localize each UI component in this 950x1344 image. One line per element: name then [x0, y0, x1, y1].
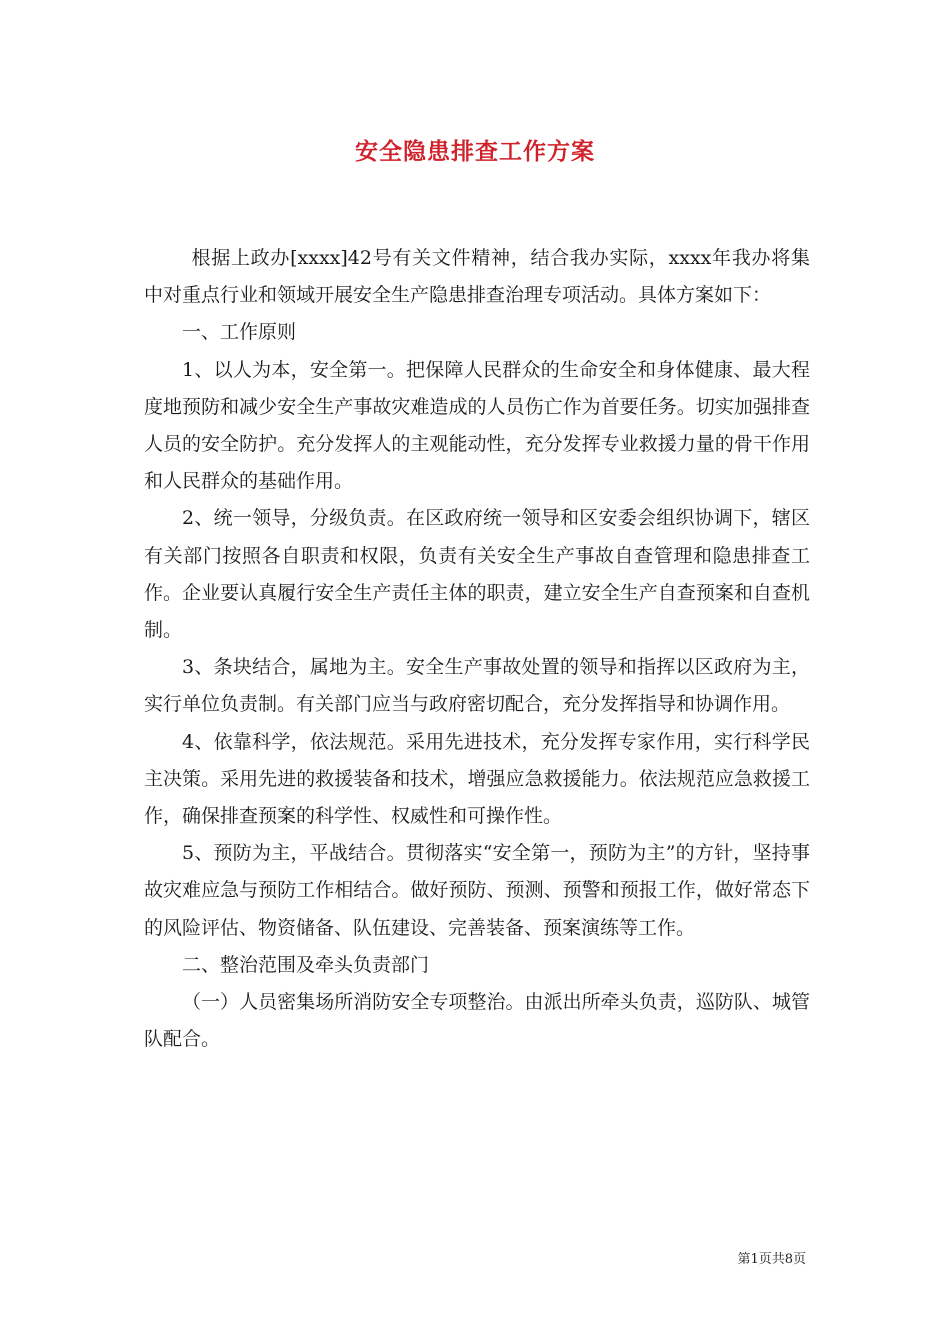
principle-paragraph-4: 4、依靠科学，依法规范。采用先进技术，充分发挥专家作用，实行科学民主决策。采用先进的救援装备和技术，增强应急救援能力。依法规范应急救援工作，确保排查预案的科学性、权威性和可操作性。 [144, 730, 810, 828]
document-body [144, 240, 810, 1058]
intro-paragraph: 根据上政办[xxxx]42号有关文件精神，结合我办实际，xxxx年我办将集中对重点行业和领域开展安全生产隐患排查治理专项活动。具体方案如下： [144, 247, 810, 307]
scope-paragraph-1: （一）人员密集场所消防安全专项整治。由派出所牵头负责，巡防队、城管队配合。 [144, 991, 810, 1051]
document-title: 安全隐患排查工作方案 [355, 138, 595, 165]
section-heading-principles: 一、工作原则 [182, 321, 297, 344]
principle-paragraph-5: 5、预防为主，平战结合。贯彻落实“安全第一，预防为主”的方针，坚持事故灾难应急与预防工作相结合。做好预防、预测、预警和预报工作，做好常态下的风险评估、物资储备、队伍建设、完善装备、预案演练等工作。 [144, 842, 810, 939]
page-number: 第1页共8页 [737, 1252, 806, 1267]
principle-paragraph-2: 2、统一领导，分级负责。在区政府统一领导和区安委会组织协调下，辖区有关部门按照各自职责和权限，负责有关安全生产事故自查管理和隐患排查工作。企业要认真履行安全生产责任主体的职责，建立安全生产自查预案和自查机制。 [144, 507, 810, 642]
principle-paragraph-3: 3、条块结合，属地为主。安全生产事故处置的领导和指挥以区政府为主，实行单位负责制。有关部门应当与政府密切配合，充分发挥指导和协调作用。 [144, 656, 810, 716]
principle-paragraph-1: 1、以人为本，安全第一。把保障人民群众的生命安全和身体健康、最大程度地预防和减少安全生产事故灾难造成的人员伤亡作为首要任务。切实加强排查人员的安全防护。充分发挥人的主观能动性，充分发挥专业救援力量的骨干作用和人民群众的基础作用。 [144, 358, 810, 493]
section-heading-scope: 二、整治范围及牵头负责部门 [182, 953, 430, 976]
